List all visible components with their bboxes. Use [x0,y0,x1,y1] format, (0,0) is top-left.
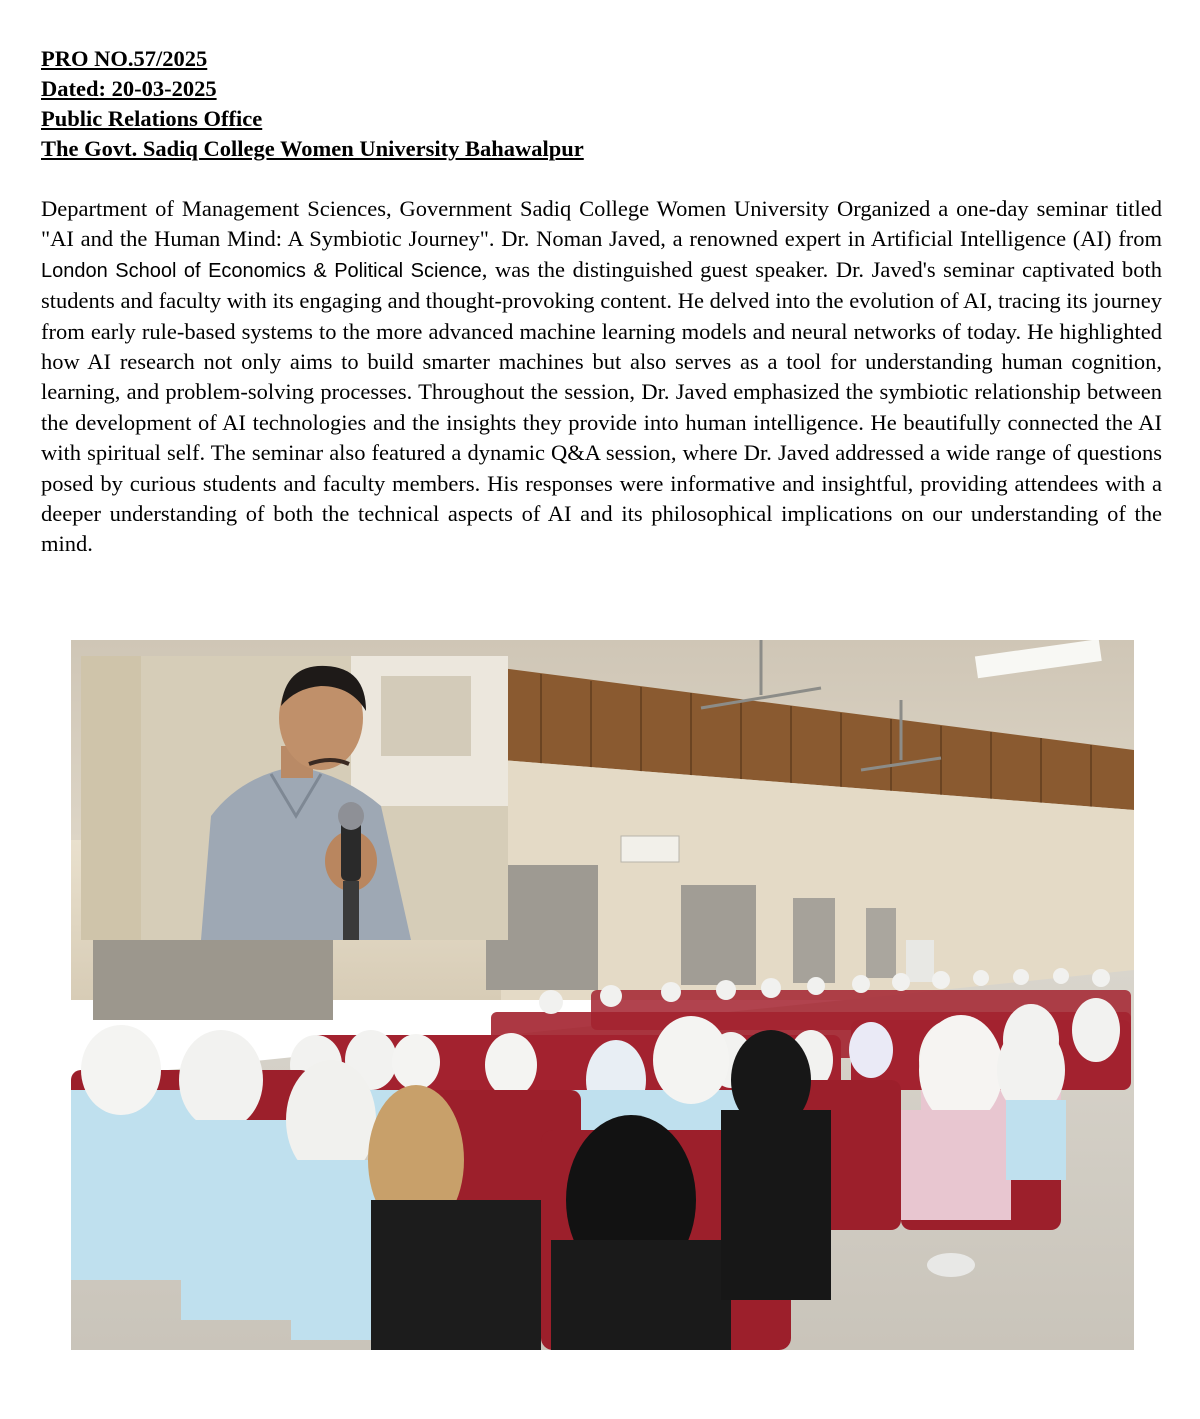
article-body [41,194,1162,560]
article-text-part2: , was the distinguished guest speaker. Dr. Javed's seminar captivated both students and faculty with its engaging and thought-provoking content. He delved into the evolution of AI, tracing its journey from early rule-based systems to the more advanced machine learning models and neural networks of today. He highlighted how AI research not only aims to build smarter machines but also serves as a tool for understanding human cognition, learning, and problem-solving processes. Throughout the session, Dr. Javed emphasized the symbiotic relationship between the development of AI technologies and the insights they provide into human intelligence. He beautifully connected the AI with spiritual self. The seminar also featured a dynamic Q&A session, where Dr. Javed addressed a wide range of questions posed by curious students and faculty members. His responses were informative and insightful, providing attendees with a deeper understanding of both the technical aspects of AI and its philosophical implications on our understanding of the mind. [41,256,1162,557]
institution-name: The Govt. Sadiq College Women University Bahawalpur [41,136,584,161]
pro-number: PRO NO.57/2025 [41,46,208,71]
article-text-part1: Department of Management Sciences, Government Sadiq College Women University Organized a one-day seminar titled "AI and the Human Mind: A Symbiotic Journey". Dr. Noman Javed, a renowned expert in Artificial Intelligence (AI) from [41,196,1162,252]
release-date: Dated: 20-03-2025 [41,76,217,101]
office-name: Public Relations Office [41,106,263,131]
affiliation-text: London School of Economics & Political Science [41,259,482,282]
press-release-header [41,44,584,164]
speaker-inset-photo [81,656,508,940]
